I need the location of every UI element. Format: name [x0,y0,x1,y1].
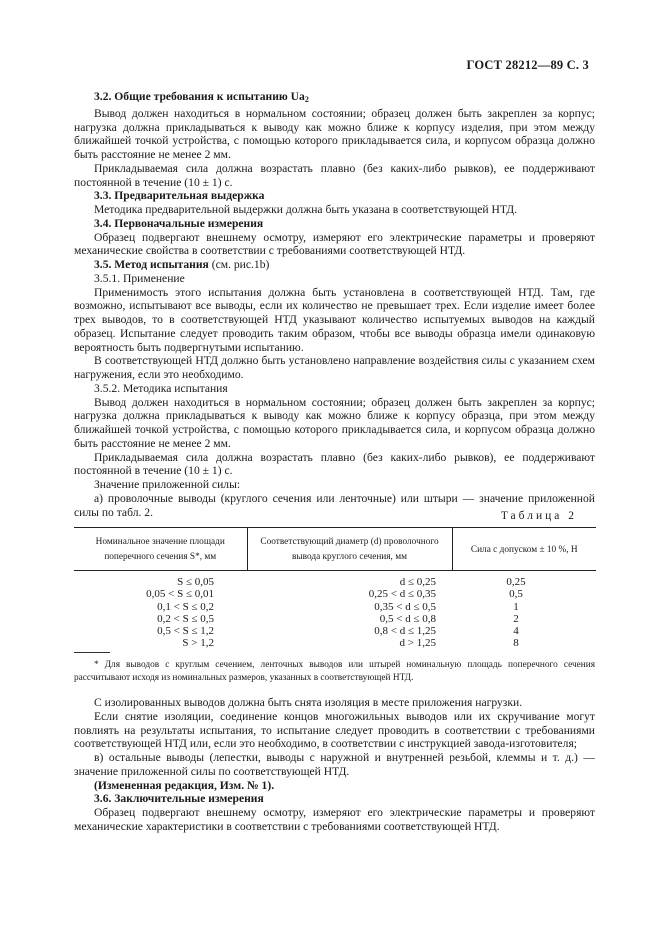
section-heading-3-2 [74,90,595,107]
table-header-area: Номинальное значение площади поперечного сечения S*, мм [74,528,247,571]
table-cell: 0,25 < d ≤ 0,35 [368,588,436,601]
section-heading-3-6: 3.6. Заключительные измерения [94,792,264,806]
paragraph: Применимость этого испытания должна быть установлена в соответствующей НТД. Там, где возможно, испытывают все выводы, если их количество не превышает трех. Если изделие имеет более трех выводов, то в соответствующей НТД указывают количество испытуемых выводов на каждый образец. Испытание следует проводить таким образом, чтобы все выводы образца имели одинаковую вероятность быть подвергнутыми испытанию. [74,285,595,354]
table-cell: S ≤ 0,05 [177,576,214,588]
footnote-rule [74,652,110,653]
table-cell: 0,8 < d ≤ 1,25 [374,625,436,638]
section-heading-3-4: 3.4. Первоначальные измерения [94,216,264,230]
paragraph: в) остальные выводы (лепестки, выводы с наружной и внутренней резьбой, клеммы и т. д.) — значение приложенной силы по соответствующей НТД. [74,751,595,778]
page-header: ГОСТ 28212—89 С. 3 [466,58,589,72]
paragraph: Образец подвергают внешнему осмотру, измеряют его электрические параметры и проверяют механические свойства в соответствии с требованиями соответствующей НТД. [74,230,595,258]
table-header-force: Сила с допуском ± 10 %, Н [452,528,596,571]
paragraph: Прикладываемая сила должна возрастать плавно (без каких-либо рывков), ее поддерживают постоянной в течение (10 ± 1) с. [74,161,595,189]
table-row [74,625,596,637]
paragraph: Прикладываемая сила должна возрастать плавно (без каких-либо рывков), ее поддерживают постоянной в течение (10 ± 1) с. [74,450,595,478]
paragraph: Значение приложенной силы: [94,478,241,491]
table-row [74,601,596,613]
table-header-diameter: Соответствующий диаметр (d) проволочного вывода круглого сечения, мм [247,528,452,571]
table-cell: d ≤ 0,25 [399,576,436,588]
table-row [74,613,596,625]
table-row [74,637,596,649]
table-cell: 1 [513,600,519,613]
paragraph: а) проволочные выводы (круглого сечения или ленточные) или штыри — значение приложенной силы по табл. 2. [74,491,595,519]
table-cell: 0,5 [509,588,523,601]
footnote-text: * Для выводов с круглым сечением, ленточных выводов или штырей номинальную площадь поперечного сечения рассчитывают исходя из номинальных размеров, указанных в соответствующей НТД. [74,660,595,683]
footnote [74,659,595,684]
table-row [74,588,596,600]
heading-note: (см. рис.1b) [208,258,270,271]
force-table [74,527,596,650]
table-cell: 0,25 [506,576,526,588]
heading-text: 3.5. Метод испытания [94,258,209,271]
paragraph: Методика предварительной выдержки должна быть указана в соответствующей НТД. [94,203,518,216]
table-header-row [74,528,596,571]
table-cell: 0,5 < d ≤ 0,8 [379,612,436,625]
table-cell: 8 [513,637,519,650]
heading-subscript: 2 [304,95,309,104]
paragraph: Вывод должен находиться в нормальном состоянии; образец должен быть закреплен за корпус; нагрузка должна прикладываться к выводу как можно ближе к корпусу образца, при этом между ближайшей точкой устройства, с помощью которого прикладывается сила, и корпусом образца должно быть расстояние не менее 2 мм. [74,395,595,450]
table-cell: 0,2 < S ≤ 0,5 [157,612,214,625]
table-cell: 0,5 < S ≤ 1,2 [157,625,214,638]
paragraph: Если снятие изоляции, соединение концов многожильных выводов или их скручивание могут повлиять на результаты испытания, то испытание следует проводить в соответствии с требованиями соответствующей НТД или, если это необходимо, в соответствии с инструкцией завода-изготовителя; [74,709,595,751]
amendment-note: (Измененная редакция, Изм. № 1). [94,778,275,792]
paragraph: С изолированных выводов должна быть снята изоляция в месте приложения нагрузки. [94,696,523,709]
table-cell: 0,35 < d ≤ 0,5 [374,600,436,613]
table-row [74,571,596,589]
paragraph: В соответствующей НТД должно быть установлено направление воздействия силы с указанием схем нагружения, если это необходимо. [74,354,595,381]
paragraph: Образец подвергают внешнему осмотру, измеряют его электрические параметры и проверяют механические характеристики в соответствии с требованиями соответствующей НТД. [74,806,595,833]
section-heading-3-3: 3.3. Предварительная выдержка [94,189,265,203]
table-cell: 4 [513,625,519,638]
table-cell: 0,1 < S ≤ 0,2 [157,600,214,613]
subsection-3-5-2: 3.5.2. Методика испытания [94,381,228,395]
table-caption: Таблица 2 [500,510,577,522]
subsection-3-5-1: 3.5.1. Применение [94,271,185,285]
section-heading-3-5 [74,258,595,272]
table-cell: 0,05 < S ≤ 0,01 [146,588,214,601]
heading-text: 3.2. Общие требования к испытанию Ua [94,90,305,103]
body-text-bottom [74,696,595,834]
table-cell: 2 [513,612,519,625]
paragraph: Вывод должен находиться в нормальном состоянии; образец должен быть закреплен за корпус; нагрузка должна прикладываться к выводу как можно ближе к корпусу изделия, при этом между ближайшей точкой устройства, с помощью которого прикладывается сила, и корпусом образца должно быть расстояние не менее 2 мм. [74,106,595,161]
table-cell: S > 1,2 [182,637,214,650]
body-text-top [74,90,595,519]
table-cell: d > 1,25 [399,637,436,650]
